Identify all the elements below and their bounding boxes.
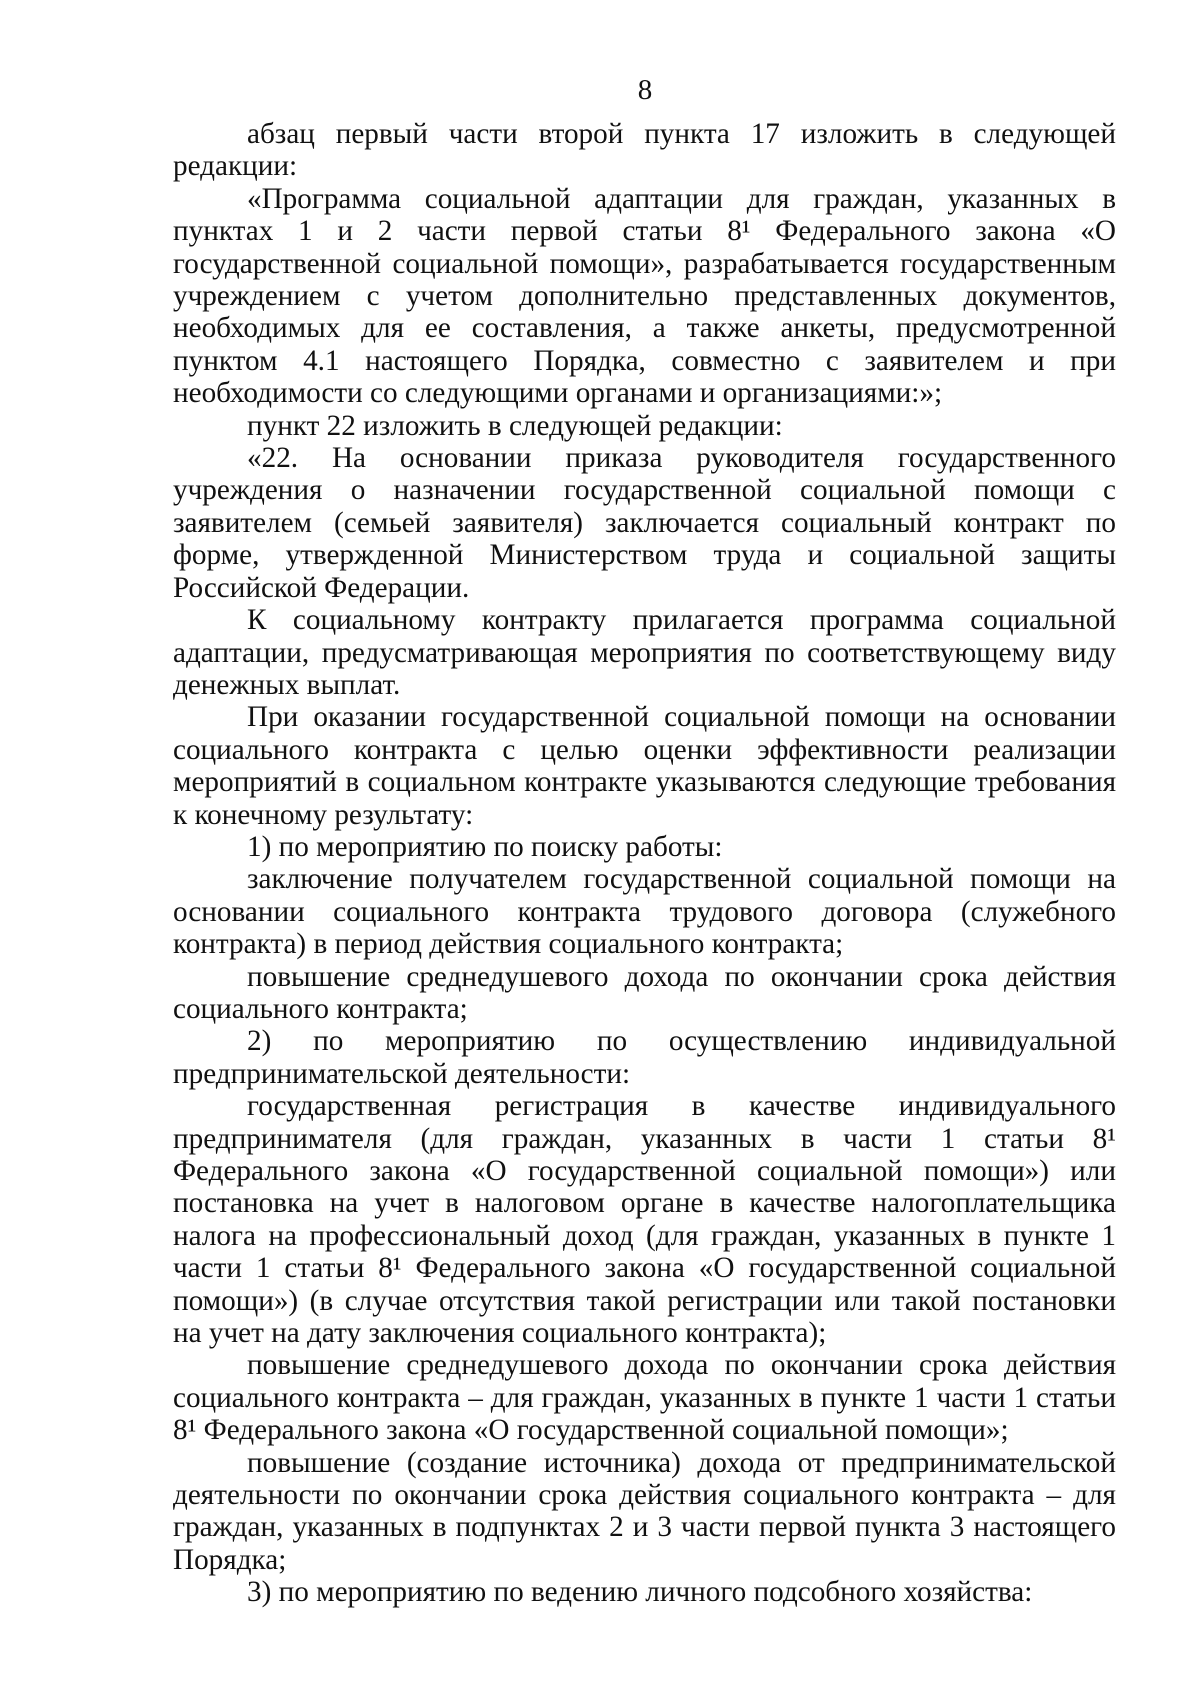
paragraph-13: повышение (создание источника) дохода от предпринимательской деятельности по окончании срока действия социального контракта – для граждан, указанных в подпунктах 2 и 3 части первой пункта 3 настоящего Порядка;	[173, 1446, 1116, 1576]
paragraph-7: 1) по мероприятию по поиску работы:	[247, 830, 723, 863]
paragraph-2: «Программа социальной адаптации для граждан, указанных в пунктах 1 и 2 части первой статьи 8¹ Федерального закона «О государственной социальной помощи», разрабатывается государственным учреждением с учетом дополнительно представленных документов, необходимых для ее составления, а также анкеты, предусмотренной пунктом 4.1 настоящего Порядка, совместно с заявителем и при необходимости со следующими органами и организациями:»;	[173, 182, 1116, 410]
paragraph-11: государственная регистрация в качестве индивидуального предпринимателя (для граждан, указанных в части 1 статьи 8¹ Федерального закона «О государственной социальной помощи») или постановка на учет в налоговом органе в качестве налогоплательщика налога на профессиональный доход (для граждан, указанных в пункте 1 части 1 статьи 8¹ Федерального закона «О государственной социальной помощи») (в случае отсутствия такой регистрации или такой постановки на учет на дату заключения социального контракта);	[173, 1090, 1116, 1350]
paragraph-10: 2) по мероприятию по осуществлению индивидуальной предпринимательской деятельности:	[173, 1025, 1116, 1090]
paragraph-14: 3) по мероприятию по ведению личного подсобного хозяйства:	[247, 1576, 1033, 1609]
paragraph-12: повышение среднедушевого дохода по окончании срока действия социального контракта – для граждан, указанных в пункте 1 части 1 статьи 8¹ Федерального закона «О государственной социальной помощи»;	[173, 1349, 1116, 1447]
page-number: 8	[637, 74, 653, 106]
paragraph-4: «22. На основании приказа руководителя государственного учреждения о назначении государственной социальной помощи с заявителем (семьей заявителя) заключается социальный контракт по форме, утвержденной Министерством труда и социальной защиты Российской Федерации.	[173, 442, 1116, 604]
paragraph-1: абзац первый части второй пункта 17 изложить в следующей редакции:	[173, 118, 1116, 183]
document-text	[173, 118, 1116, 1609]
paragraph-8: заключение получателем государственной социальной помощи на основании социального контракта трудового договора (служебного контракта) в период действия социального контракта;	[173, 863, 1116, 961]
paragraph-5: К социальному контракту прилагается программа социальной адаптации, предусматривающая мероприятия по соответствующему виду денежных выплат.	[173, 604, 1116, 701]
paragraph-3: пункт 22 изложить в следующей редакции:	[247, 409, 783, 442]
paragraph-9: повышение среднедушевого дохода по окончании срока действия социального контракта;	[173, 960, 1116, 1025]
paragraph-6: При оказании государственной социальной помощи на основании социального контракта с целью оценки эффективности реализации мероприятий в социальном контракте указываются следующие требования к конечному результату:	[173, 701, 1116, 831]
